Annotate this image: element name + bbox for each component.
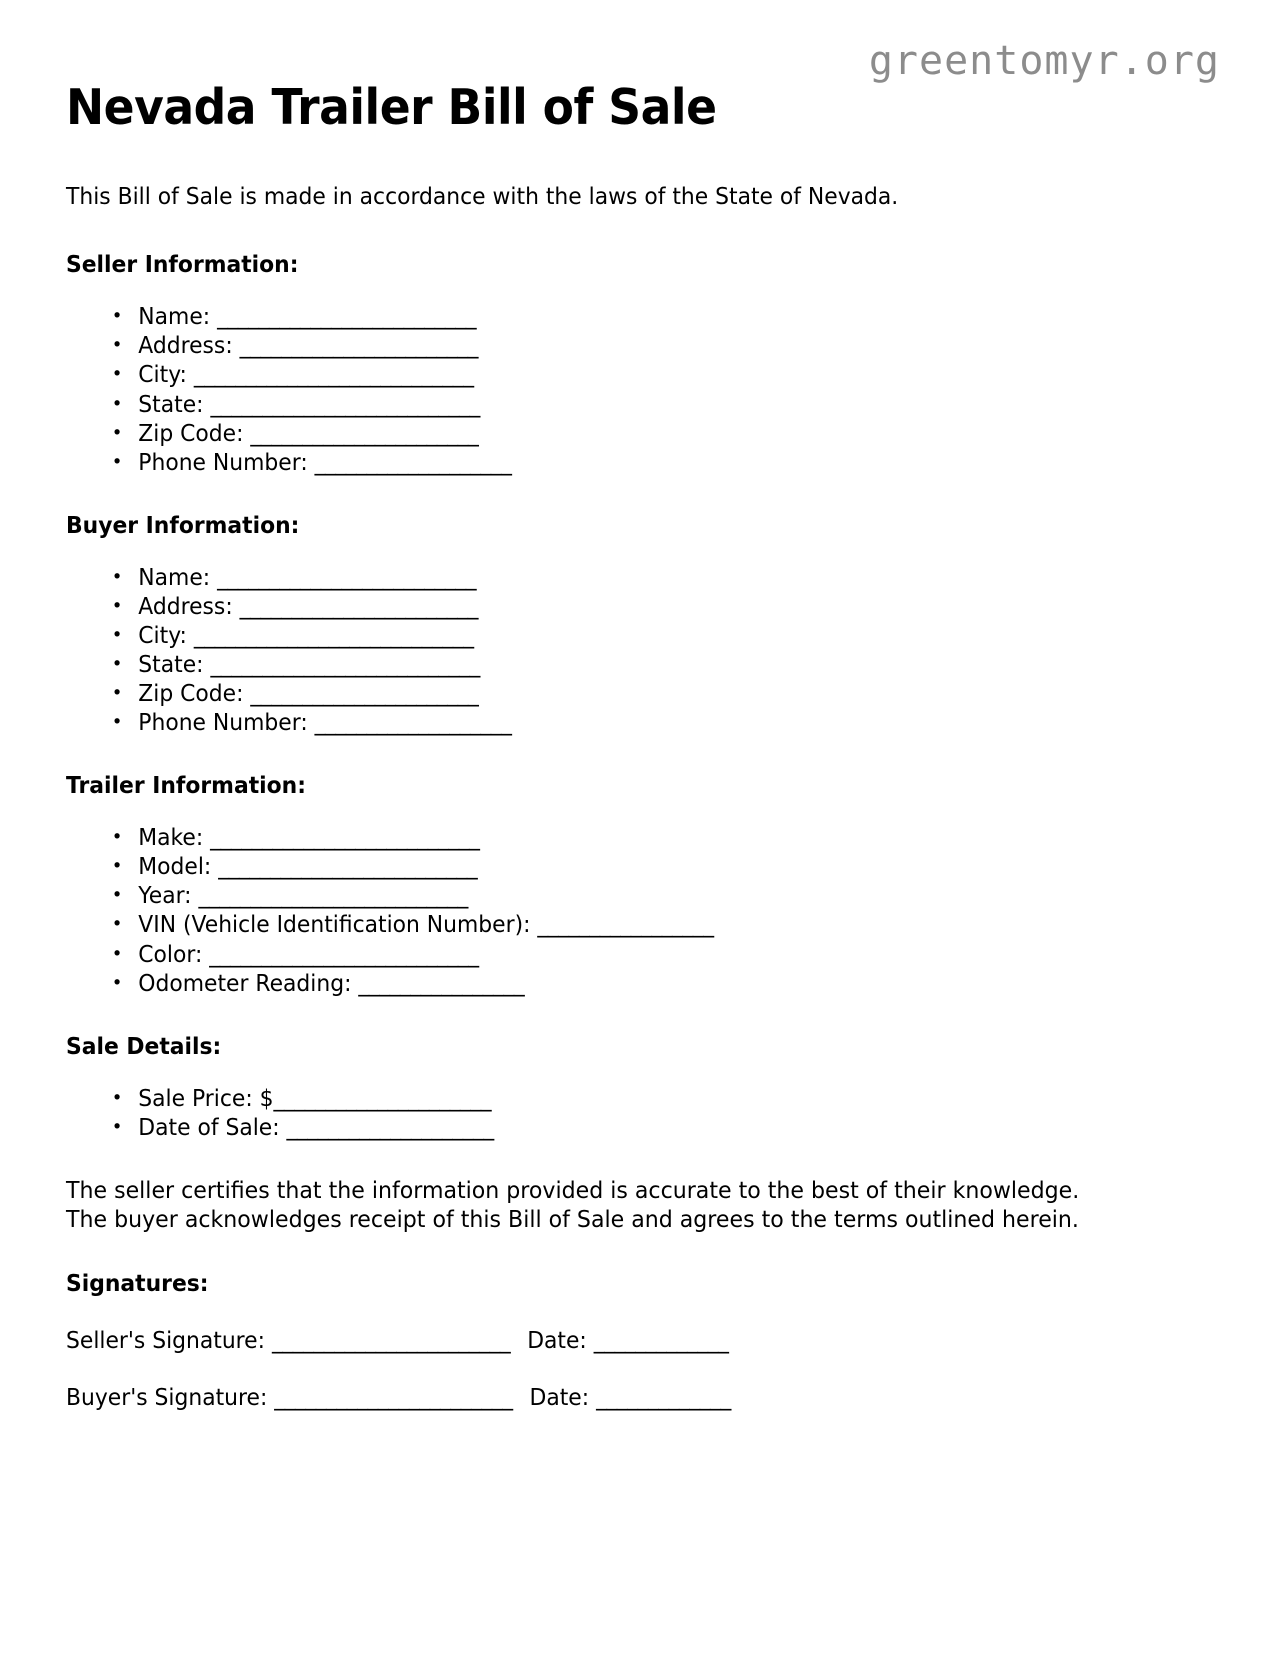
field-label: Phone Number: [138, 710, 308, 737]
certification-paragraph: The seller certifies that the information provided is accurate to the best of their knowledge. The buyer acknowledges receipt of this Bill of Sale and agrees to the terms outlined herein. [66, 1177, 1080, 1233]
field-label: VIN (Vehicle Identification Number): [138, 912, 531, 939]
intro-paragraph: This Bill of Sale is made in accordance with the laws of the State of Nevada. [66, 184, 899, 211]
field-label: Make: [138, 825, 204, 852]
field-label: Odometer Reading: [138, 970, 352, 997]
field-blank[interactable]: _________________________ [218, 854, 478, 881]
field-label: Date of Sale: [138, 1114, 280, 1141]
buyer-signature-blank[interactable]: _______________________ [274, 1384, 513, 1411]
field-label: Year: [138, 883, 192, 910]
field-blank[interactable]: ______________________ [250, 681, 479, 708]
field-label: Name: [138, 564, 211, 591]
field-blank[interactable]: ______________________ [250, 420, 479, 447]
field-blank[interactable]: __________________________ [210, 825, 480, 852]
field-label: State: [138, 391, 204, 418]
field-label: Color: [138, 941, 203, 968]
field-row [106, 449, 1123, 478]
signature-row-buyer [66, 1384, 1121, 1414]
field-row [106, 332, 1123, 361]
field-blank[interactable]: ____________________ [286, 1114, 494, 1141]
field-label: Name: [138, 304, 211, 331]
site-watermark: greentomyr.org [868, 38, 1220, 84]
field-row [106, 970, 1123, 999]
field-row [106, 709, 1123, 738]
field-blank[interactable]: ___________________ [314, 449, 512, 476]
field-row [106, 1114, 1123, 1143]
field-list-trailer [66, 824, 1176, 999]
field-blank[interactable]: ___________________________ [193, 362, 474, 389]
field-list-buyer [66, 564, 1176, 739]
field-blank[interactable]: _______________________ [239, 333, 478, 360]
field-label: City: [138, 362, 187, 389]
buyer-signature-label: Buyer's Signature: [66, 1384, 268, 1411]
field-row [106, 882, 1123, 911]
section-heading-buyer: Buyer Information: [66, 512, 300, 539]
field-blank[interactable]: __________________________ [209, 941, 479, 968]
field-list-sale-details [66, 1085, 1176, 1143]
field-row [106, 303, 1123, 332]
field-row [106, 824, 1123, 853]
field-blank[interactable]: __________________________ [198, 883, 468, 910]
field-list-seller [66, 303, 1176, 478]
field-blank[interactable]: _____________________ [273, 1085, 492, 1112]
field-label: Zip Code: [138, 681, 244, 708]
seller-date-label: Date: [527, 1327, 587, 1354]
field-label: Address: [138, 593, 233, 620]
field-blank[interactable]: ___________________ [314, 710, 512, 737]
document-content [66, 80, 1176, 1441]
field-label: Model: [138, 854, 212, 881]
section-heading-sale-details: Sale Details: [66, 1033, 222, 1060]
field-label: Sale Price: $ [138, 1085, 274, 1112]
signature-row-seller [66, 1327, 1121, 1357]
field-row [106, 361, 1123, 390]
field-label: Phone Number: [138, 449, 308, 476]
field-label: State: [138, 652, 204, 679]
field-row [106, 651, 1123, 680]
field-label: Address: [138, 333, 233, 360]
field-row [106, 593, 1123, 622]
field-row [106, 1085, 1123, 1114]
field-blank[interactable]: __________________________ [210, 391, 480, 418]
field-blank[interactable]: _________________________ [217, 304, 476, 331]
field-row [106, 853, 1123, 882]
seller-signature-blank[interactable]: _______________________ [271, 1327, 511, 1354]
field-row [106, 941, 1123, 970]
section-heading-trailer: Trailer Information: [66, 773, 306, 800]
seller-date-blank[interactable]: _____________ [593, 1327, 729, 1354]
field-row [106, 391, 1123, 420]
page-title: Nevada Trailer Bill of Sale [66, 79, 717, 136]
field-label: City: [138, 622, 187, 649]
buyer-date-label: Date: [529, 1384, 590, 1411]
field-row [106, 911, 1123, 940]
field-row [106, 680, 1123, 709]
field-row [106, 420, 1123, 449]
section-heading-seller: Seller Information: [66, 252, 299, 279]
field-row [106, 622, 1123, 651]
field-blank[interactable]: _________________________ [217, 564, 476, 591]
section-heading-signatures: Signatures: [66, 1270, 209, 1297]
seller-signature-label: Seller's Signature: [66, 1327, 265, 1354]
field-blank[interactable]: _______________________ [239, 593, 478, 620]
field-blank[interactable]: __________________________ [210, 652, 480, 679]
field-label: Zip Code: [138, 420, 244, 447]
field-blank[interactable]: _________________ [537, 912, 714, 939]
field-blank[interactable]: ___________________________ [193, 622, 474, 649]
field-row [106, 564, 1123, 593]
field-blank[interactable]: ________________ [358, 970, 525, 997]
buyer-date-blank[interactable]: _____________ [596, 1384, 731, 1411]
